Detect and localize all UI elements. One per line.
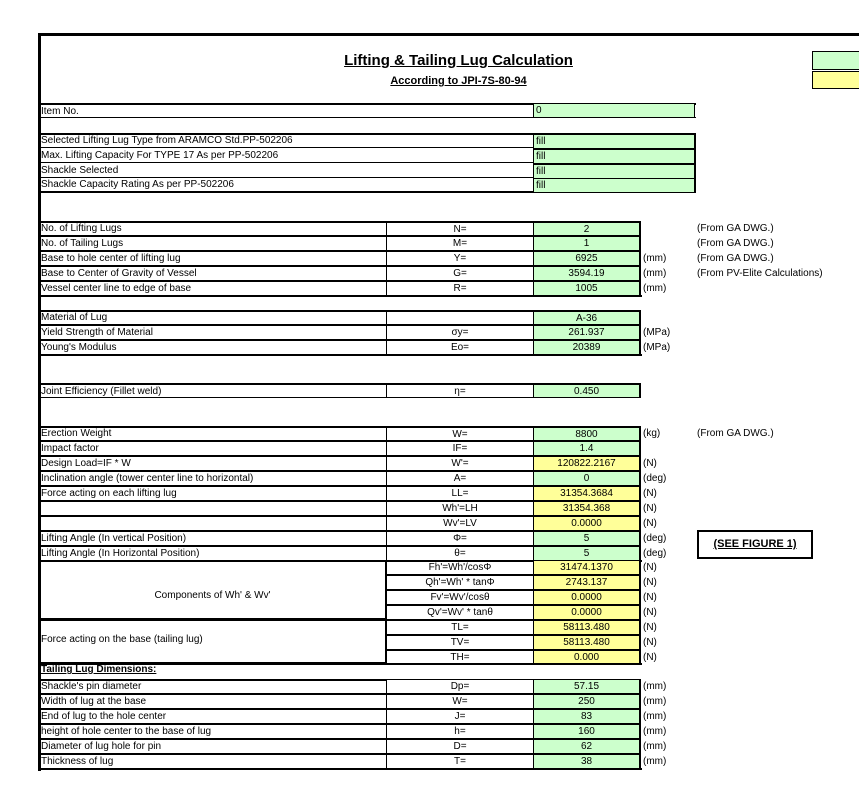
row-label: Lifting Angle (In Horizontal Position)	[41, 548, 200, 559]
base-force-label: Force acting on the base (tailing lug)	[41, 634, 203, 645]
row-symbol: Y=	[386, 251, 534, 266]
row-symbol: Eo=	[386, 340, 534, 355]
row-symbol: M=	[386, 236, 534, 251]
row-value[interactable]: 2	[533, 221, 641, 236]
base-force-value[interactable]: 58113.480	[533, 620, 641, 635]
dimension-symbol: J=	[386, 709, 534, 724]
component-symbol: Qh'=Wh' * tanΦ	[386, 575, 534, 590]
row-value[interactable]: 5	[533, 546, 641, 561]
dimension-value[interactable]: 38	[533, 754, 641, 769]
row-value[interactable]: 0	[533, 471, 641, 486]
row-value[interactable]: 120822.2167	[533, 456, 641, 471]
selection-label: Shackle Capacity Rating As per PP-502206	[41, 179, 234, 190]
row-value[interactable]: A-36	[533, 310, 641, 325]
dimensions-bottom	[38, 768, 642, 770]
row-value[interactable]: 0.0000	[533, 516, 641, 531]
dimension-unit: (mm)	[643, 741, 667, 752]
dimension-label: height of hole center to the base of lug	[41, 726, 212, 737]
dimension-value[interactable]: 160	[533, 724, 641, 739]
row-value[interactable]: 5	[533, 531, 641, 546]
row-label: Base to Center of Gravity of Vessel	[41, 268, 197, 279]
component-value[interactable]: 0.0000	[533, 605, 641, 620]
row-label-cell	[38, 516, 387, 531]
row-symbol: W=	[386, 426, 534, 441]
row-unit: (N)	[643, 503, 657, 514]
joint-value[interactable]: 0.450	[533, 383, 641, 398]
selection-label: Max. Lifting Capacity For TYPE 17 As per PP-502206	[41, 150, 279, 161]
row-symbol: N=	[386, 221, 534, 236]
dimension-label: Width of lug at the base	[41, 696, 147, 707]
row-note: (From GA DWG.)	[697, 428, 774, 439]
dimension-label: Thickness of lug	[41, 756, 114, 767]
row-label: No. of Lifting Lugs	[41, 223, 122, 234]
component-symbol: Fv'=Wv'/cosθ	[386, 590, 534, 605]
row-unit: (MPa)	[643, 342, 671, 353]
dimension-label: End of lug to the hole center	[41, 711, 167, 722]
row-note: (From GA DWG.)	[697, 253, 774, 264]
row-symbol: G=	[386, 266, 534, 281]
row-unit: (MPa)	[643, 327, 671, 338]
joint-row	[38, 383, 388, 398]
row-symbol: R=	[386, 281, 534, 296]
row-label: Base to hole center of lifting lug	[41, 253, 181, 264]
base-force-unit: (N)	[643, 637, 657, 648]
base-force-symbol: TL=	[386, 620, 534, 635]
selection-value[interactable]: fill	[533, 164, 695, 179]
selection-divider	[38, 162, 533, 163]
row-symbol: Wv'=LV	[386, 516, 534, 531]
page-title: Lifting & Tailing Lug Calculation	[344, 52, 573, 69]
row-note: (From PV-Elite Calculations)	[697, 268, 823, 279]
row-symbol	[386, 310, 534, 325]
dimension-unit: (mm)	[643, 681, 667, 692]
row-value[interactable]: 1	[533, 236, 641, 251]
row-label: Young's Modulus	[41, 342, 117, 353]
selection-value[interactable]: fill	[533, 134, 695, 149]
dimension-unit: (mm)	[643, 726, 667, 737]
component-value[interactable]: 2743.137	[533, 575, 641, 590]
base-force-unit: (N)	[643, 652, 657, 663]
row-symbol: A=	[386, 471, 534, 486]
see-figure-link[interactable]: (SEE FIGURE 1)	[697, 530, 813, 559]
dimension-symbol: Dp=	[386, 679, 534, 694]
item-value[interactable]: 0	[533, 103, 695, 118]
row-unit: (N)	[643, 488, 657, 499]
selection-value[interactable]: fill	[533, 178, 695, 193]
base-force-value[interactable]: 0.000	[533, 650, 641, 665]
dimension-symbol: W=	[386, 694, 534, 709]
dimension-label: Diameter of lug hole for pin	[41, 741, 162, 752]
row-unit: (N)	[643, 518, 657, 529]
row-label: Impact factor	[41, 443, 99, 454]
row-value[interactable]: 1.4	[533, 441, 641, 456]
dimension-value[interactable]: 250	[533, 694, 641, 709]
dimension-value[interactable]: 57.15	[533, 679, 641, 694]
component-unit: (N)	[643, 607, 657, 618]
component-value[interactable]: 0.0000	[533, 590, 641, 605]
base-force-value[interactable]: 58113.480	[533, 635, 641, 650]
selection-divider	[38, 147, 533, 148]
row-unit: (mm)	[643, 268, 667, 279]
row-symbol: IF=	[386, 441, 534, 456]
selection-label: Selected Lifting Lug Type from ARAMCO Std.PP-502206	[41, 135, 293, 146]
row-label: No. of Tailing Lugs	[41, 238, 124, 249]
page-subtitle: According to JPI-7S-80-94	[390, 75, 527, 87]
row-label: Erection Weight	[41, 428, 112, 439]
component-symbol: Qv'=Wv' * tanθ	[386, 605, 534, 620]
dimension-unit: (mm)	[643, 756, 667, 767]
base-force-symbol: TH=	[386, 650, 534, 665]
legend-input-color	[812, 51, 859, 70]
row-value[interactable]: 20389	[533, 340, 641, 355]
item-label: Item No.	[41, 106, 79, 117]
joint-label: Joint Efficiency (Fillet weld)	[41, 386, 162, 397]
row-value[interactable]: 8800	[533, 426, 641, 441]
row-value[interactable]: 31354.368	[533, 501, 641, 516]
rows-bottom-border	[38, 354, 642, 356]
row-label: Force acting on each lifting lug	[41, 488, 177, 499]
legend-calc-color	[812, 71, 859, 89]
components-label: Components of Wh' & Wv'	[154, 590, 271, 601]
row-label-cell	[38, 501, 387, 516]
dimension-symbol: h=	[386, 724, 534, 739]
selection-divider	[38, 191, 533, 192]
dimension-unit: (mm)	[643, 696, 667, 707]
row-unit: (deg)	[643, 548, 667, 559]
row-unit: (mm)	[643, 253, 667, 264]
dimension-unit: (mm)	[643, 711, 667, 722]
row-note: (From GA DWG.)	[697, 238, 774, 249]
component-value[interactable]: 31474.1370	[533, 560, 641, 575]
row-symbol: Wh'=LH	[386, 501, 534, 516]
dimension-label: Shackle's pin diameter	[41, 681, 142, 692]
dimension-symbol: T=	[386, 754, 534, 769]
row-unit: (deg)	[643, 473, 667, 484]
row-symbol: W'=	[386, 456, 534, 471]
row-value[interactable]: 261.937	[533, 325, 641, 340]
dimension-symbol: D=	[386, 739, 534, 754]
row-symbol: LL=	[386, 486, 534, 501]
row-label: Lifting Angle (In vertical Position)	[41, 533, 187, 544]
row-symbol: σy=	[386, 325, 534, 340]
dimension-value[interactable]: 83	[533, 709, 641, 724]
joint-symbol: η=	[386, 383, 534, 398]
component-unit: (N)	[643, 577, 657, 588]
row-unit: (kg)	[643, 428, 661, 439]
row-unit: (deg)	[643, 533, 667, 544]
row-value[interactable]: 31354.3684	[533, 486, 641, 501]
row-label: Design Load=IF * W	[41, 458, 131, 469]
row-label: Vessel center line to edge of base	[41, 283, 192, 294]
row-label: Inclination angle (tower center line to horizontal)	[41, 473, 254, 484]
base-force-unit: (N)	[643, 622, 657, 633]
rows-bottom-border	[38, 295, 642, 297]
component-unit: (N)	[643, 592, 657, 603]
selection-label: Shackle Selected	[41, 165, 119, 176]
row-value[interactable]: 3594.19	[533, 266, 641, 281]
selection-value[interactable]: fill	[533, 149, 695, 164]
base-force-symbol: TV=	[386, 635, 534, 650]
row-unit: (mm)	[643, 283, 667, 294]
row-unit: (N)	[643, 458, 657, 469]
row-symbol: Φ=	[386, 531, 534, 546]
row-value[interactable]: 1005	[533, 281, 641, 296]
row-label: Yield Strength of Material	[41, 327, 153, 338]
dimensions-heading: Tailing Lug Dimensions:	[41, 664, 157, 675]
row-note: (From GA DWG.)	[697, 223, 774, 234]
row-label: Material of Lug	[41, 312, 108, 323]
sheet-top-border	[38, 33, 859, 36]
row-value[interactable]: 6925	[533, 251, 641, 266]
dimension-value[interactable]: 62	[533, 739, 641, 754]
row-symbol: θ=	[386, 546, 534, 561]
component-unit: (N)	[643, 562, 657, 573]
component-symbol: Fh'=Wh'/cosΦ	[386, 560, 534, 575]
